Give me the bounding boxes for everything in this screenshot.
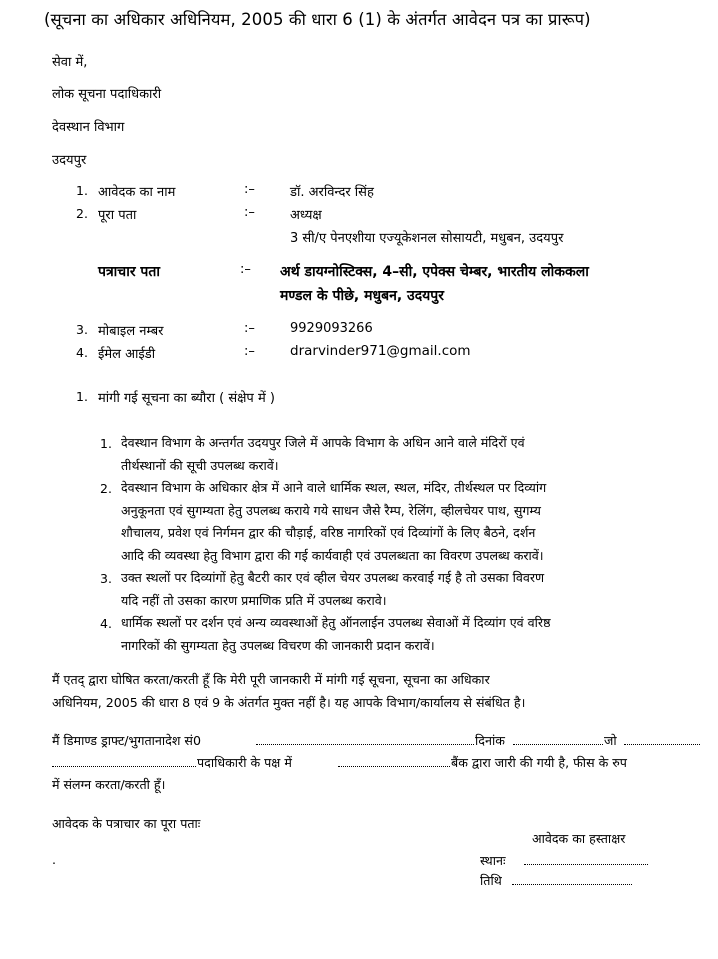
issuer-blank[interactable]	[624, 734, 700, 745]
heading-number: 1.	[76, 389, 88, 404]
field-number: 4.	[76, 345, 88, 360]
item-line: यदि नहीं तो उसका कारण प्रमाणिक प्रति में उपलब्ध करावे।	[121, 593, 387, 608]
field-label: पूरा पता	[98, 208, 137, 223]
payment-text: दिनांक	[475, 733, 505, 748]
field-separator: :–	[240, 262, 251, 277]
payment-text: पदाधिकारी के पक्ष में	[197, 755, 292, 770]
date-label: तिथि	[480, 873, 502, 888]
item-line: तीर्थस्थानों की सूची उपलब्ध करावें।	[121, 458, 279, 473]
item-line: धार्मिक स्थलों पर दर्शन एवं अन्य व्यवस्थाओं हेतु ऑनलाईन उपलब्ध सेवाओं में दिव्यांग एवं वरिष्ठ	[121, 615, 551, 630]
date-blank[interactable]	[512, 874, 632, 885]
correspondence-line-1: अर्थ डायग्नोस्टिक्स, 4–सी, एपेक्स चेम्बर, भारतीय लोककला	[280, 264, 589, 280]
item-number: 1.	[100, 436, 112, 451]
recipient-designation: लोक सूचना पदाधिकारी	[52, 87, 162, 102]
heading-text: मांगी गई सूचना का ब्यौरा ( संक्षेप में )	[98, 391, 275, 406]
recipient-department: देवस्थान विभाग	[52, 120, 125, 135]
issuer-blank-cont[interactable]	[52, 756, 196, 767]
field-label: आवेदक का नाम	[98, 185, 176, 200]
field-label: मोबाइल नम्बर	[98, 324, 164, 339]
payment-text: मैं डिमाण्ड ड्राफ्ट/भुगतानादेश सं0	[52, 733, 201, 748]
payment-text: बैंक द्वारा जारी की गयी है, फीस के रुप	[451, 755, 627, 770]
item-line: आदि की व्यवस्था हेतु विभाग द्वारा की गई कार्यवाही एवं उपलब्धता का विवरण उपलब्ध करावें।	[121, 548, 544, 563]
field-separator: :–	[244, 205, 255, 220]
field-number: 3.	[76, 322, 88, 337]
salutation: सेवा में,	[52, 55, 88, 70]
field-number: 2.	[76, 206, 88, 221]
item-number: 2.	[100, 481, 112, 496]
address-placeholder-dot: .	[52, 852, 57, 867]
item-line: अनुकूनता एवं सुगम्यता हेतु उपलब्ध कराये गये साधन जैसे रैम्प, रेलिंग, व्हीलचेयर पाथ, सुगम्य	[121, 503, 541, 518]
item-line: देवस्थान विभाग के अन्तर्गत उदयपुर जिले में आपके विभाग के अधिन आने वाले मंदिरों एवं	[121, 435, 525, 450]
applicant-name: डॉ. अरविन्दर सिंह	[290, 185, 374, 200]
field-label: ईमेल आईडी	[98, 347, 156, 362]
declaration-line: अधिनियम, 2005 की धारा 8 एवं 9 के अंतर्गत मुक्त नहीं है। यह आपके विभाग/कार्यालय से संबंधित है।	[52, 695, 526, 710]
declaration-line: मैं एतद् द्वारा घोषित करता/करती हूँ कि मेरी पूरी जानकारी में मांगी गई सूचना, सूचना का अधिकार	[52, 672, 490, 687]
item-number: 3.	[100, 571, 112, 586]
item-line: नागरिकों की सुगम्यता हेतु उपलब्ध विचरण की जानकारी प्रदान करावें।	[121, 638, 435, 653]
correspondence-line-2: मण्डल के पीछे, मधुबन, उदयपुर	[280, 288, 444, 304]
field-separator: :–	[244, 321, 255, 336]
payment-text: जो	[604, 733, 617, 748]
correspondence-address-label: आवेदक के पत्राचार का पूरा पताः	[52, 816, 201, 831]
draft-number-blank[interactable]	[256, 734, 474, 745]
field-label: पत्राचार पता	[98, 264, 160, 280]
item-number: 4.	[100, 616, 112, 631]
address-line-2: 3 सी/ए पेनएशीया एज्यूकेशनल सोसायटी, मधुबन, उदयपुर	[290, 231, 564, 246]
email-address: drarvinder971@gmail.com	[290, 343, 471, 359]
bank-name-blank[interactable]	[338, 756, 450, 767]
item-line: देवस्थान विभाग के अधिकार क्षेत्र में आने वाले धार्मिक स्थल, स्थल, मंदिर, तीर्थस्थल पर दिव्यांग	[121, 480, 547, 495]
payment-text: में संलग्न करता/करती हूँ।	[52, 777, 166, 792]
place-label: स्थानः	[480, 853, 506, 868]
document-title: (सूचना का अधिकार अधिनियम, 2005 की धारा 6 (1) के अंतर्गत आवेदन पत्र का प्रारूप)	[44, 10, 591, 29]
recipient-city: उदयपुर	[52, 153, 87, 168]
place-blank[interactable]	[524, 854, 648, 865]
signature-label: आवेदक का हस्ताक्षर	[532, 831, 626, 846]
address-line-1: अध्यक्ष	[290, 208, 322, 223]
item-line: उक्त स्थलों पर दिव्यांगों हेतु बैटरी कार एवं व्हील चेयर उपलब्ध करवाई गई है तो उसका विवरण	[121, 570, 545, 585]
field-number: 1.	[76, 183, 88, 198]
mobile-number: 9929093266	[290, 321, 373, 336]
field-separator: :–	[244, 344, 255, 359]
field-separator: :–	[244, 182, 255, 197]
draft-date-blank[interactable]	[513, 734, 603, 745]
item-line: शौचालय, प्रवेश एवं निर्गमन द्वार की चौड़ाई, वरिष्ठ नागरिकों एवं दिव्यांगों के लिए बैठने, दर्शन	[121, 525, 536, 540]
